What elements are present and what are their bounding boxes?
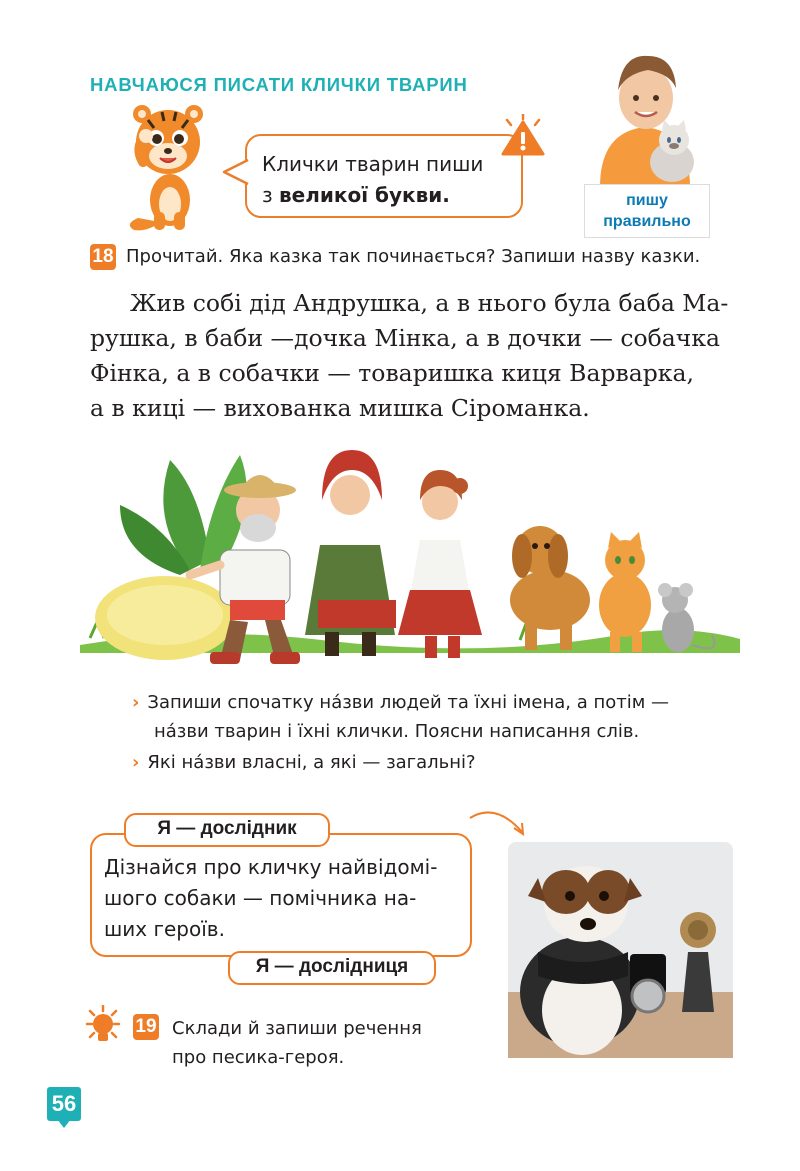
label-line-1: пишу <box>626 192 668 209</box>
page-number-tab <box>57 1119 71 1129</box>
researcher-text <box>104 852 454 945</box>
turnip-tale-illustration <box>80 440 740 672</box>
rule-line-1: Клички тварин пиши <box>262 152 484 176</box>
story-line-4: а в киці — вихованка мишка Сіроманка. <box>90 394 590 422</box>
bubble-tail <box>222 158 250 186</box>
boy-with-cat-photo <box>590 52 705 187</box>
researcher-tab-female: Я — дослідниця <box>228 951 436 985</box>
bullet-1-line-2: на́зви тварин і їхні клички. Поясни написання слів. <box>154 721 640 742</box>
section-heading: НАВЧАЮСЯ ПИСАТИ КЛИЧКИ ТВАРИН <box>90 74 468 95</box>
bullet-item-2 <box>132 748 476 777</box>
rule-line-2-bold: великої букви. <box>279 183 450 207</box>
task-19-line-1: Склади й запиши речення <box>172 1018 422 1039</box>
task-18-text: Прочитай. Яка казка так починається? Запиши назву казки. <box>126 246 701 267</box>
story-line-2: рушка, в баби —дочка Мінка, а в дочки — собачка <box>90 324 721 352</box>
rule-text <box>262 149 483 211</box>
bullet-1-line-1: Запиши спочатку на́зви людей та їхні імена, а потім — <box>147 692 670 713</box>
task-19-number: 19 <box>133 1014 159 1040</box>
rule-line-2-prefix: з <box>262 183 279 207</box>
researcher-line-2: шого собаки — помічника на- <box>104 886 417 910</box>
task-19-text <box>172 1014 422 1072</box>
rule-line-2 <box>262 180 483 211</box>
story-line-3: Фінка, а в собачки — товаришка киця Варварка, <box>90 359 694 387</box>
tiger-mascot-icon <box>118 100 218 232</box>
researcher-tab-male: Я — дослідник <box>124 813 330 847</box>
bullet-item-1 <box>132 688 669 746</box>
write-correctly-label <box>584 184 710 238</box>
arrow-bullet-icon: › <box>132 752 140 773</box>
task-19-line-2: про песика-героя. <box>172 1047 345 1068</box>
curved-arrow-icon <box>466 804 528 838</box>
page-number: 56 <box>47 1087 81 1121</box>
task-18-number: 18 <box>90 244 116 270</box>
hero-dog-photo <box>508 842 733 1058</box>
bullet-2-line-1: Які на́зви власні, а які — загальні? <box>147 752 476 773</box>
researcher-line-3: ших героїв. <box>104 917 225 941</box>
story-line-1: Жив собі дід Андрушка, а в нього була баба Ма- <box>130 289 729 317</box>
researcher-line-1: Дізнайся про кличку найвідомі- <box>104 855 438 879</box>
story-passage <box>90 286 750 426</box>
warning-icon <box>499 114 547 156</box>
arrow-bullet-icon: › <box>132 692 140 713</box>
label-line-2: правильно <box>603 213 691 230</box>
lightbulb-icon <box>82 1005 124 1045</box>
